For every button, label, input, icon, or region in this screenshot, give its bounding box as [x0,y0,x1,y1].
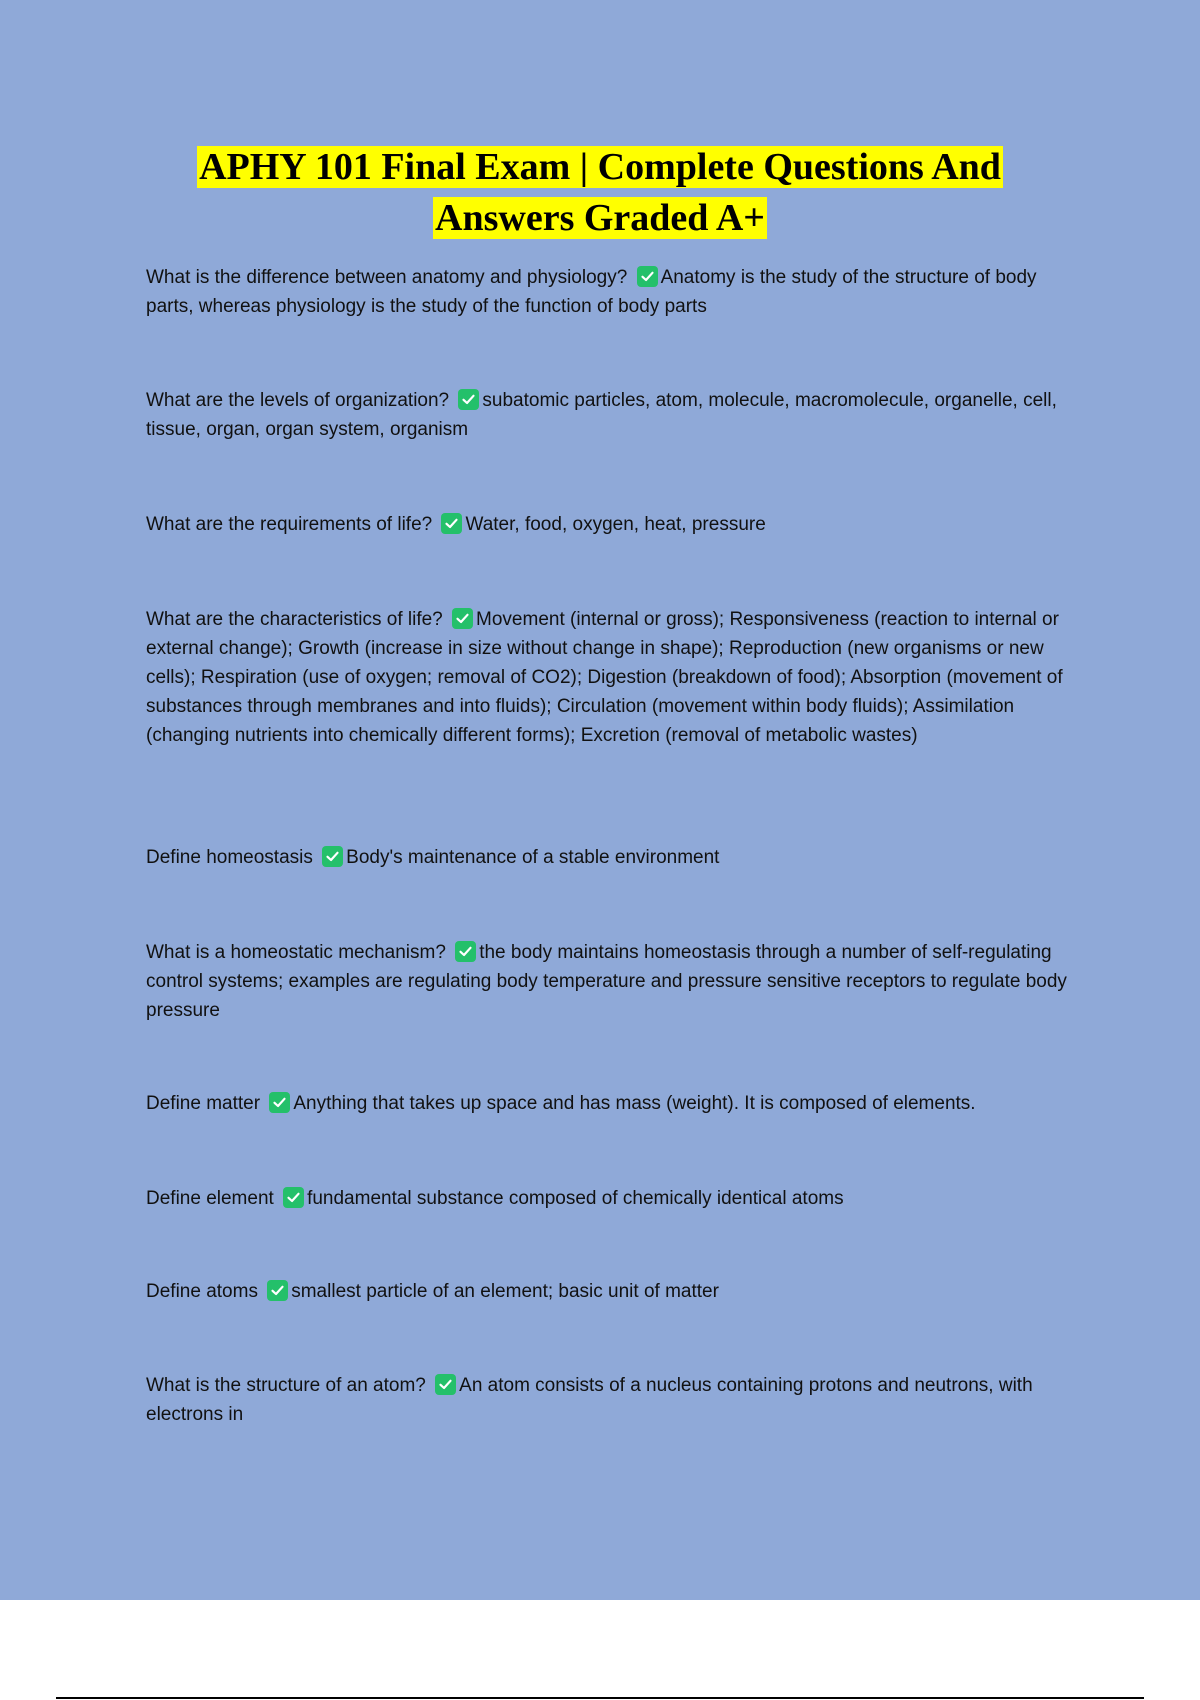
check-mark-icon [435,1374,456,1395]
answer-text: Water, food, oxygen, heat, pressure [465,514,766,535]
footer-divider [56,1697,1144,1699]
qa-item [146,1371,1081,1429]
check-mark-icon [458,389,479,410]
check-mark-icon [283,1187,304,1208]
answer-text: smallest particle of an element; basic unit of matter [291,1281,719,1302]
question-text: Define matter [146,1093,261,1114]
question-text: What are the characteristics of life? [146,609,443,630]
qa-item [146,1277,1081,1306]
check-mark-icon [322,846,343,867]
question-text: Define atoms [146,1281,258,1302]
check-mark-icon [269,1092,290,1113]
answer-text: Body's maintenance of a stable environment [346,847,720,868]
answer-text: the body maintains homeostasis through a number of self-regulating control systems; examples are regulating body temperature and pressure sensitive receptors to regulate body pressure [146,942,1067,1021]
qa-item [146,1089,1081,1118]
question-text: What are the levels of organization? [146,390,450,411]
question-text: Define homeostasis [146,847,313,868]
question-text: What is the structure of an atom? [146,1375,426,1396]
question-text: What is the difference between anatomy and physiology? [146,267,628,288]
answer-text: Movement (internal or gross); Responsiveness (reaction to internal or external change); Growth (increase in size without change in shape); Reproduction (new organisms or new cells); Respiration (use of oxygen; removal of CO2); Digestion (breakdown of food); Absorption (movement of substances through membranes and into fluids); Circulation (movement within body fluids); Assimilation (changing nutrients into chemically different forms); Excretion (removal of metabolic wastes) [146,609,1063,746]
check-mark-icon [637,266,658,287]
qa-item [146,1184,1081,1213]
question-text: Define element [146,1188,274,1209]
question-text: What is a homeostatic mechanism? [146,942,446,963]
qa-item [146,263,1081,321]
answer-text: Anything that takes up space and has mass (weight). It is composed of elements. [293,1093,976,1114]
qa-item [146,605,1081,750]
answer-text: Anatomy is the study of the structure of body parts, whereas physiology is the study of the function of body parts [146,267,1037,317]
document-title [0,142,1200,244]
answer-text: fundamental substance composed of chemically identical atoms [307,1188,844,1209]
qa-item [146,938,1081,1025]
qa-item [146,510,1081,539]
title-line-1: APHY 101 Final Exam | Complete Questions And [199,146,1001,188]
qa-item [146,843,1081,872]
title-line-2: Answers Graded A+ [435,197,765,239]
question-text: What are the requirements of life? [146,514,433,535]
check-mark-icon [452,608,473,629]
answer-text: An atom consists of a nucleus containing protons and neutrons, with electrons in [146,1375,1033,1425]
check-mark-icon [441,513,462,534]
answer-text: subatomic particles, atom, molecule, macromolecule, organelle, cell, tissue, organ, organ system, organism [146,390,1057,440]
check-mark-icon [455,941,476,962]
check-mark-icon [267,1280,288,1301]
qa-item [146,386,1081,444]
